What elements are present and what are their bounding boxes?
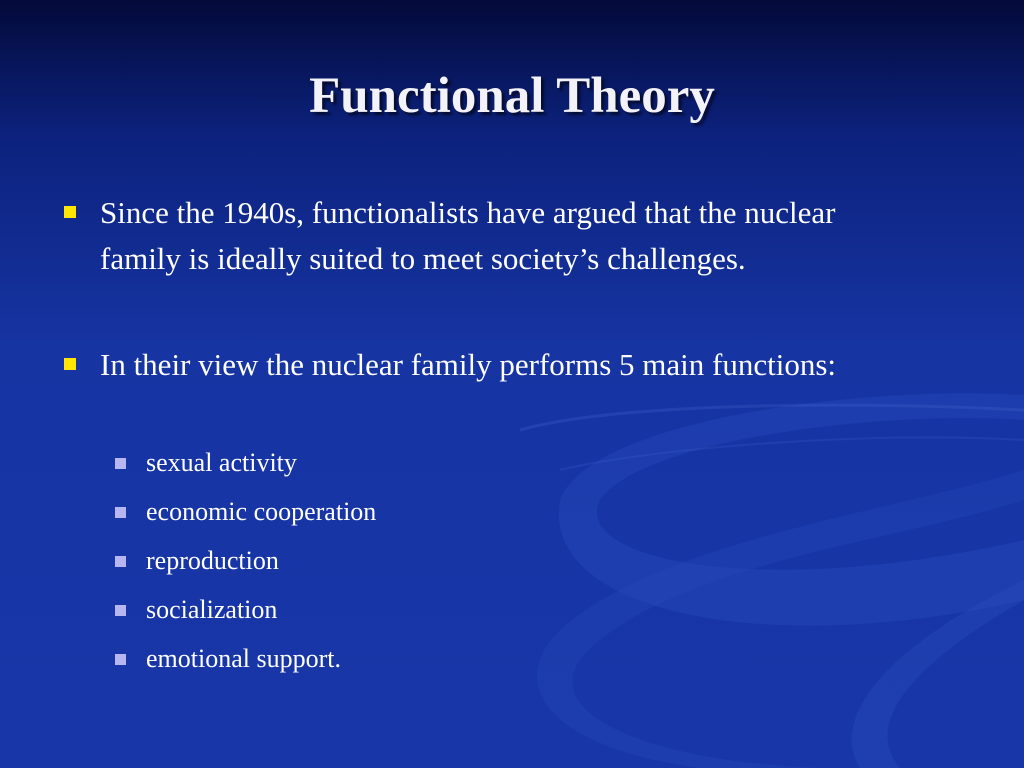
square-bullet-icon — [115, 556, 126, 567]
sub-bullet-item — [146, 446, 746, 480]
sub-bullet-item — [146, 593, 746, 627]
slide-title: Functional Theory — [309, 68, 715, 124]
square-bullet-icon — [64, 206, 76, 218]
sub-bullet-text: economic cooperation — [146, 497, 377, 526]
sub-bullet-item — [146, 642, 746, 676]
sub-bullet-item — [146, 495, 746, 529]
square-bullet-icon — [64, 358, 76, 370]
square-bullet-icon — [115, 654, 126, 665]
sub-bullet-text: reproduction — [146, 546, 279, 575]
bullet-text: Since the 1940s, functionalists have argued that the nuclear family is ideally suited to meet society’s challenges. — [100, 195, 836, 276]
sub-bullet-text: emotional support. — [146, 644, 341, 673]
sub-bullet-item — [146, 544, 746, 578]
bullet-item — [100, 342, 920, 388]
square-bullet-icon — [115, 605, 126, 616]
sub-bullet-text: socialization — [146, 595, 278, 624]
bullet-item — [100, 190, 920, 282]
sub-bullet-text: sexual activity — [146, 448, 297, 477]
square-bullet-icon — [115, 458, 126, 469]
bullet-text: In their view the nuclear family performs 5 main functions: — [100, 347, 837, 382]
square-bullet-icon — [115, 507, 126, 518]
